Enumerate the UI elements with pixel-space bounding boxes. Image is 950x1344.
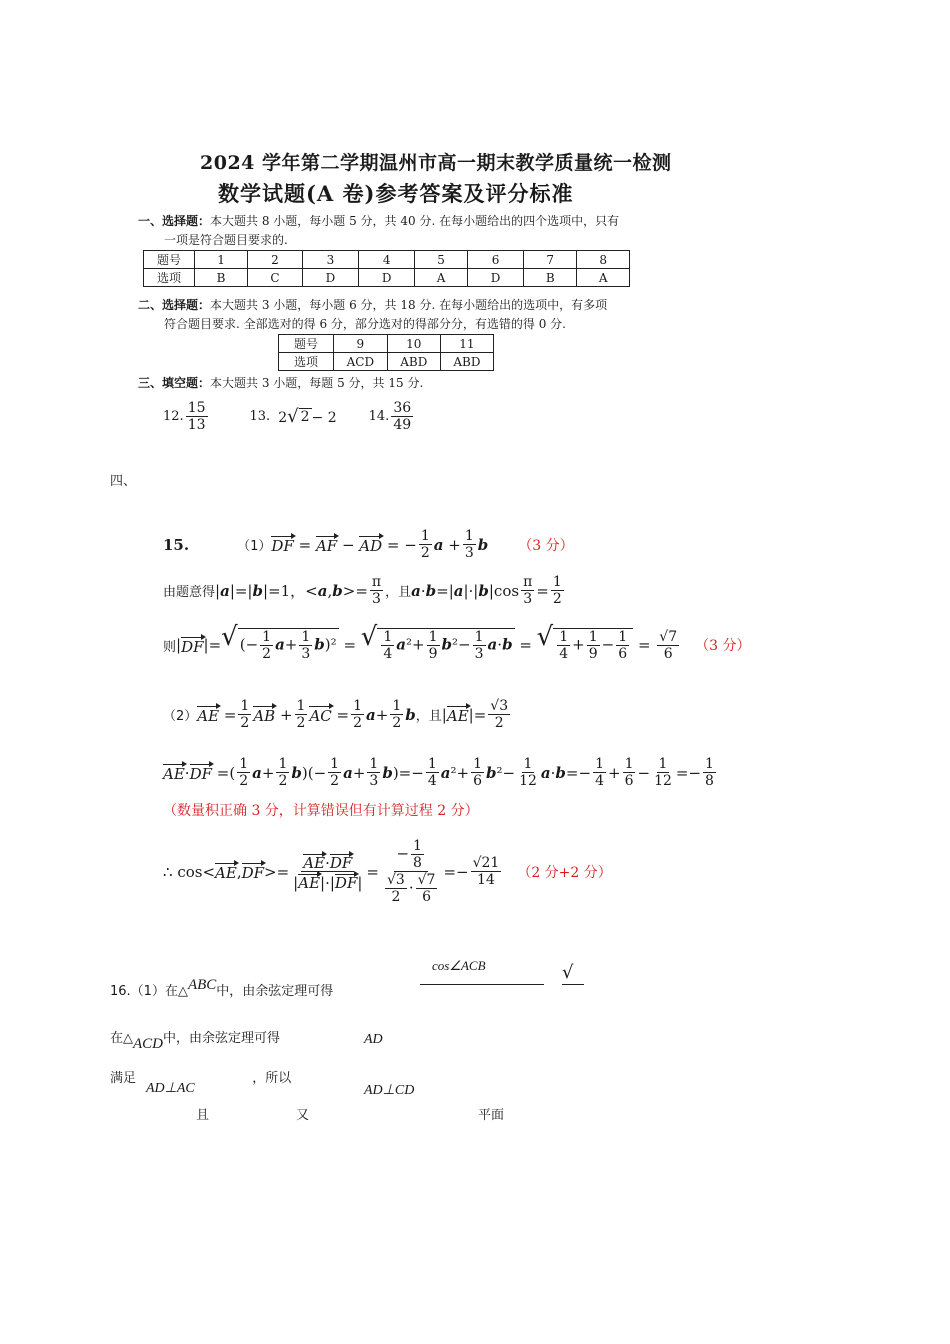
table-cell: D	[359, 269, 415, 287]
q16-formula4: AD⊥CD	[364, 1083, 415, 1098]
table-cell: ACD	[334, 353, 388, 371]
q12-den: 13	[187, 417, 206, 433]
table-cell: A	[577, 269, 630, 287]
q14-answer	[391, 400, 413, 433]
table-head-cell: 选项	[279, 353, 334, 371]
table-head-cell: 题号	[144, 251, 195, 269]
page-title: 2024 学年第二学期温州市高一期末教学质量统一检测	[200, 152, 672, 174]
q15-line1: 15. （1） DF = AF − AD = − $\frac{1}{2}$ a + $\frac{1}{3}$ b （3 分）	[163, 528, 574, 561]
q15-label: 15.	[163, 535, 190, 554]
q15-line5: AE · DF =( $\frac{1}{2}$ a + $\frac{1}{2}$ b )(− $\frac{1}{2}$ a + $\frac{1}{3}$ b )=− $\frac{1}{4}$ a ²+ $\frac{1}{6}$ b ²− $\frac{1}{12}$ a · b =− $\frac{1}{4}$ + $\frac{1}{6}$ − $\frac{1}{12}$ =− $\frac{1}{8}$	[163, 756, 714, 789]
therefore-symbol: ∴	[163, 862, 173, 881]
table-cell: 8	[577, 251, 630, 269]
section1-desc-line1: 本大题共 8 小题，每小题 5 分，共 40 分. 在每小题给出的四个选项中，只有	[210, 214, 620, 228]
table-cell: D	[302, 269, 358, 287]
q13-radicand: 2	[300, 408, 310, 425]
q15-score2: （3 分）	[695, 638, 751, 654]
q16-line4-a: 且	[196, 1108, 210, 1123]
table-cell: 9	[334, 335, 388, 353]
section1-desc	[138, 212, 638, 250]
table-cell: 5	[415, 251, 468, 269]
table-cell: A	[415, 269, 468, 287]
q14-den: 49	[393, 417, 412, 433]
table-cell: 1	[195, 251, 248, 269]
q14-num: 36	[393, 400, 412, 416]
q16-line2-post: 中，由余弦定理可得	[163, 1031, 281, 1046]
table-cell: 11	[440, 335, 493, 353]
q14-label: 14.	[368, 409, 390, 424]
section2-desc-line1: 本大题共 3 小题，每小题 6 分，共 18 分. 在每小题给出的选项中，有多项	[210, 298, 608, 312]
table-row	[279, 335, 494, 353]
q16-triangle-acd: ACD	[133, 1036, 163, 1052]
q15-line4: （2） AE = $\frac{1}{2}$ AB + $\frac{1}{2}$ AC = $\frac{1}{2}$ a + $\frac{1}{2}$ b ，且 | AE |= $\frac{√3}{2}$	[163, 698, 509, 731]
q15-line2: 由题意得 | a |=| b |=1，< a , b >= $\frac{\pi}{3}$ ，且 a · b =| a |·| b |cos $\frac{\pi}{3}$ = $\frac{1}{2}$	[163, 574, 562, 607]
q12-answer	[186, 400, 208, 433]
q12-num: 15	[187, 400, 206, 416]
q15-line3: 则 | DF |= √ (− $\frac{1}{2}$ a+ $\frac{1}{3}$ b)² = √ $\frac{1}{4}$ a²+ $\frac{1}{9}$ b²− $\frac{1}{3}$ a·b = √ $\frac{1}{4}$ + $\frac{1}{9}$ − $\frac{1}{6}$ = $\frac{√7}{6}$ （3 分）	[163, 622, 751, 662]
q15-score3: （2 分+2 分）	[517, 864, 612, 881]
q13-answer	[278, 405, 337, 427]
table-cell: 4	[359, 251, 415, 269]
q15-and-text2: ，且	[415, 709, 442, 724]
q16-line4-c: 平面	[478, 1108, 505, 1123]
table-cell: C	[248, 269, 303, 287]
q15-red-note: （数量积正确 3 分，计算错误但有计算过程 2 分）	[163, 803, 479, 819]
section3-label: 三、填空题：	[138, 376, 211, 390]
q13-label: 13.	[249, 409, 271, 424]
section4-label: 四、	[110, 474, 137, 489]
q15-part2: （2）	[163, 709, 198, 724]
q16-triangle-abc: ABC	[187, 977, 217, 993]
sqrt-icon: √	[562, 962, 574, 983]
q16-line2	[110, 1027, 281, 1052]
q16-line1-post: 中，由余弦定理可得	[216, 984, 334, 999]
q13-pre: 2	[278, 409, 288, 426]
table-head-cell: 题号	[279, 335, 334, 353]
section1-desc-line2: 一项是符合题目要求的.	[164, 233, 288, 247]
table-cell: B	[524, 269, 577, 287]
q16-formula2: AD	[364, 1032, 383, 1047]
table-cell: 3	[302, 251, 358, 269]
section2-desc	[138, 296, 638, 334]
section2-answer-table	[278, 334, 494, 371]
q12-label: 12.	[163, 409, 184, 424]
table-cell: 10	[387, 335, 440, 353]
q16-line1-pre: 16.（1）在△	[110, 984, 188, 999]
section3-desc-text: 本大题共 3 小题，每题 5 分，共 15 分.	[210, 376, 424, 390]
table-cell: D	[467, 269, 523, 287]
section2-label: 二、选择题：	[138, 298, 211, 312]
q16-formula1: cos∠ACB	[432, 958, 486, 973]
section1-label: 一、选择题：	[138, 214, 211, 228]
table-cell: 7	[524, 251, 577, 269]
q15-line6: ∴ cos< AE , DF >= $\frac{AE\cdot DF}{|AE|\cdot|DF|}$ = − $\frac{1}{8}$ $\frac{√3}{2}$ · $\frac{√7}{6}$ =− $\frac{√21}{14}$ （2 分+2 分）	[163, 838, 612, 905]
q15-then-text: 则	[163, 639, 177, 655]
fraction-bar	[562, 984, 584, 985]
table-cell: 2	[248, 251, 303, 269]
table-cell: B	[195, 269, 248, 287]
table-row	[144, 251, 630, 269]
q15-and-text: ，且	[385, 585, 412, 600]
fill-answers	[163, 400, 415, 433]
q16-line2-pre: 在△	[110, 1031, 133, 1046]
table-head-cell: 选项	[144, 269, 195, 287]
fraction-bar	[420, 984, 544, 985]
q15-given-text: 由题意得	[163, 585, 216, 600]
q16-line4-b: 又	[296, 1108, 310, 1123]
q16-line3-post: ，所以	[252, 1071, 292, 1086]
table-row	[279, 353, 494, 371]
q16-line3-pre: 满足	[110, 1071, 137, 1086]
table-row	[144, 269, 630, 287]
table-cell: 6	[467, 251, 523, 269]
table-cell: ABD	[440, 353, 493, 371]
page-subtitle: 数学试题(A 卷)参考答案及评分标准	[218, 181, 574, 206]
q16-formula3: AD⊥AC	[146, 1081, 195, 1096]
q16-line3	[110, 1067, 291, 1086]
q13-post: − 2	[311, 409, 337, 426]
sqrt-symbol: √ 2	[287, 405, 310, 427]
q15-part1: （1）	[237, 539, 272, 554]
section1-answer-table	[143, 250, 630, 287]
section2-desc-line2: 符合题目要求. 全部选对的得 6 分，部分选对的得部分分，有选错的得 0 分.	[164, 317, 566, 331]
section3-desc	[138, 374, 423, 393]
table-cell: ABD	[387, 353, 440, 371]
q15-score1: （3 分）	[518, 537, 574, 554]
q16-line1	[110, 977, 334, 1000]
